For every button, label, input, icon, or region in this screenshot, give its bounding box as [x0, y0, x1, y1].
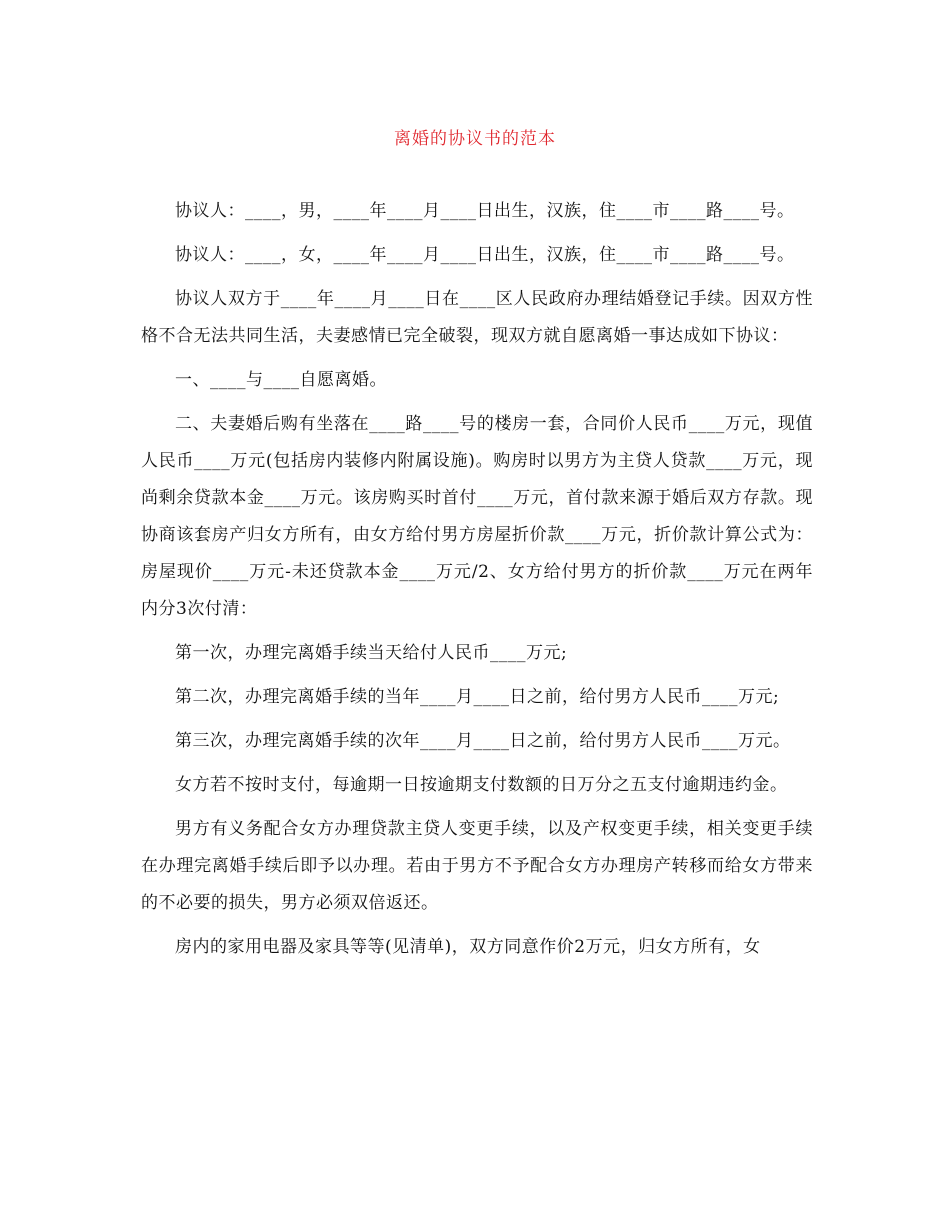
paragraph-preamble: 协议人双方于____年____月____日在____区人民政府办理结婚登记手续。因双方性格不合无法共同生活，夫妻感情已完全破裂，现双方就自愿离婚一事达成如下协议： — [141, 289, 813, 346]
paragraph-clause-2: 二、夫妻婚后购有坐落在____路____号的楼房一套，合同价人民币____万元，现值人民币____万元(包括房内装修内附属设施)。购房时以男方为主贷人贷款____万元，现尚剩余贷款本金____万元。该房购买时首付____万元，首付款来源于婚后双方存款。现协商该套房产归女方所有，由女方给付男方房屋折价款____万元，折价款计算公式为：房屋现价____万元-未还贷款本金____万元/2、女方给付男方的折价款____万元在两年内分3次付清： — [141, 414, 813, 619]
paragraph-payment-1: 第一次，办理完离婚手续当天给付人民币____万元; — [175, 643, 568, 663]
paragraph-payment-2: 第二次，办理完离婚手续的当年____月____日之前，给付男方人民币____万元; — [175, 687, 780, 707]
paragraph-late-penalty: 女方若不按时支付，每逾期一日按逾期支付数额的日万分之五支付逾期违约金。 — [175, 775, 788, 795]
paragraph-party-male: 协议人：____，男，____年____月____日出生，汉族，住____市____路____号。 — [175, 201, 795, 221]
paragraph-clause-1: 一、____与____自愿离婚。 — [175, 370, 387, 390]
document-body — [141, 193, 813, 973]
paragraph-party-female: 协议人：____，女，____年____月____日出生，汉族，住____市____路____号。 — [175, 245, 795, 265]
paragraph-payment-3: 第三次，办理完离婚手续的次年____月____日之前，给付男方人民币____万元。 — [175, 731, 791, 751]
paragraph-appliances: 房内的家用电器及家具等等(见清单)，双方同意作价2万元，归女方所有，女 — [175, 937, 761, 957]
document-title: 离婚的协议书的范本 — [394, 129, 556, 149]
paragraph-transfer-duty: 男方有义务配合女方办理贷款主贷人变更手续，以及产权变更手续，相关变更手续在办理完离婚手续后即予以办理。若由于男方不予配合女方办理房产转移而给女方带来的不必要的损失，男方必须双倍返还。 — [141, 819, 813, 913]
